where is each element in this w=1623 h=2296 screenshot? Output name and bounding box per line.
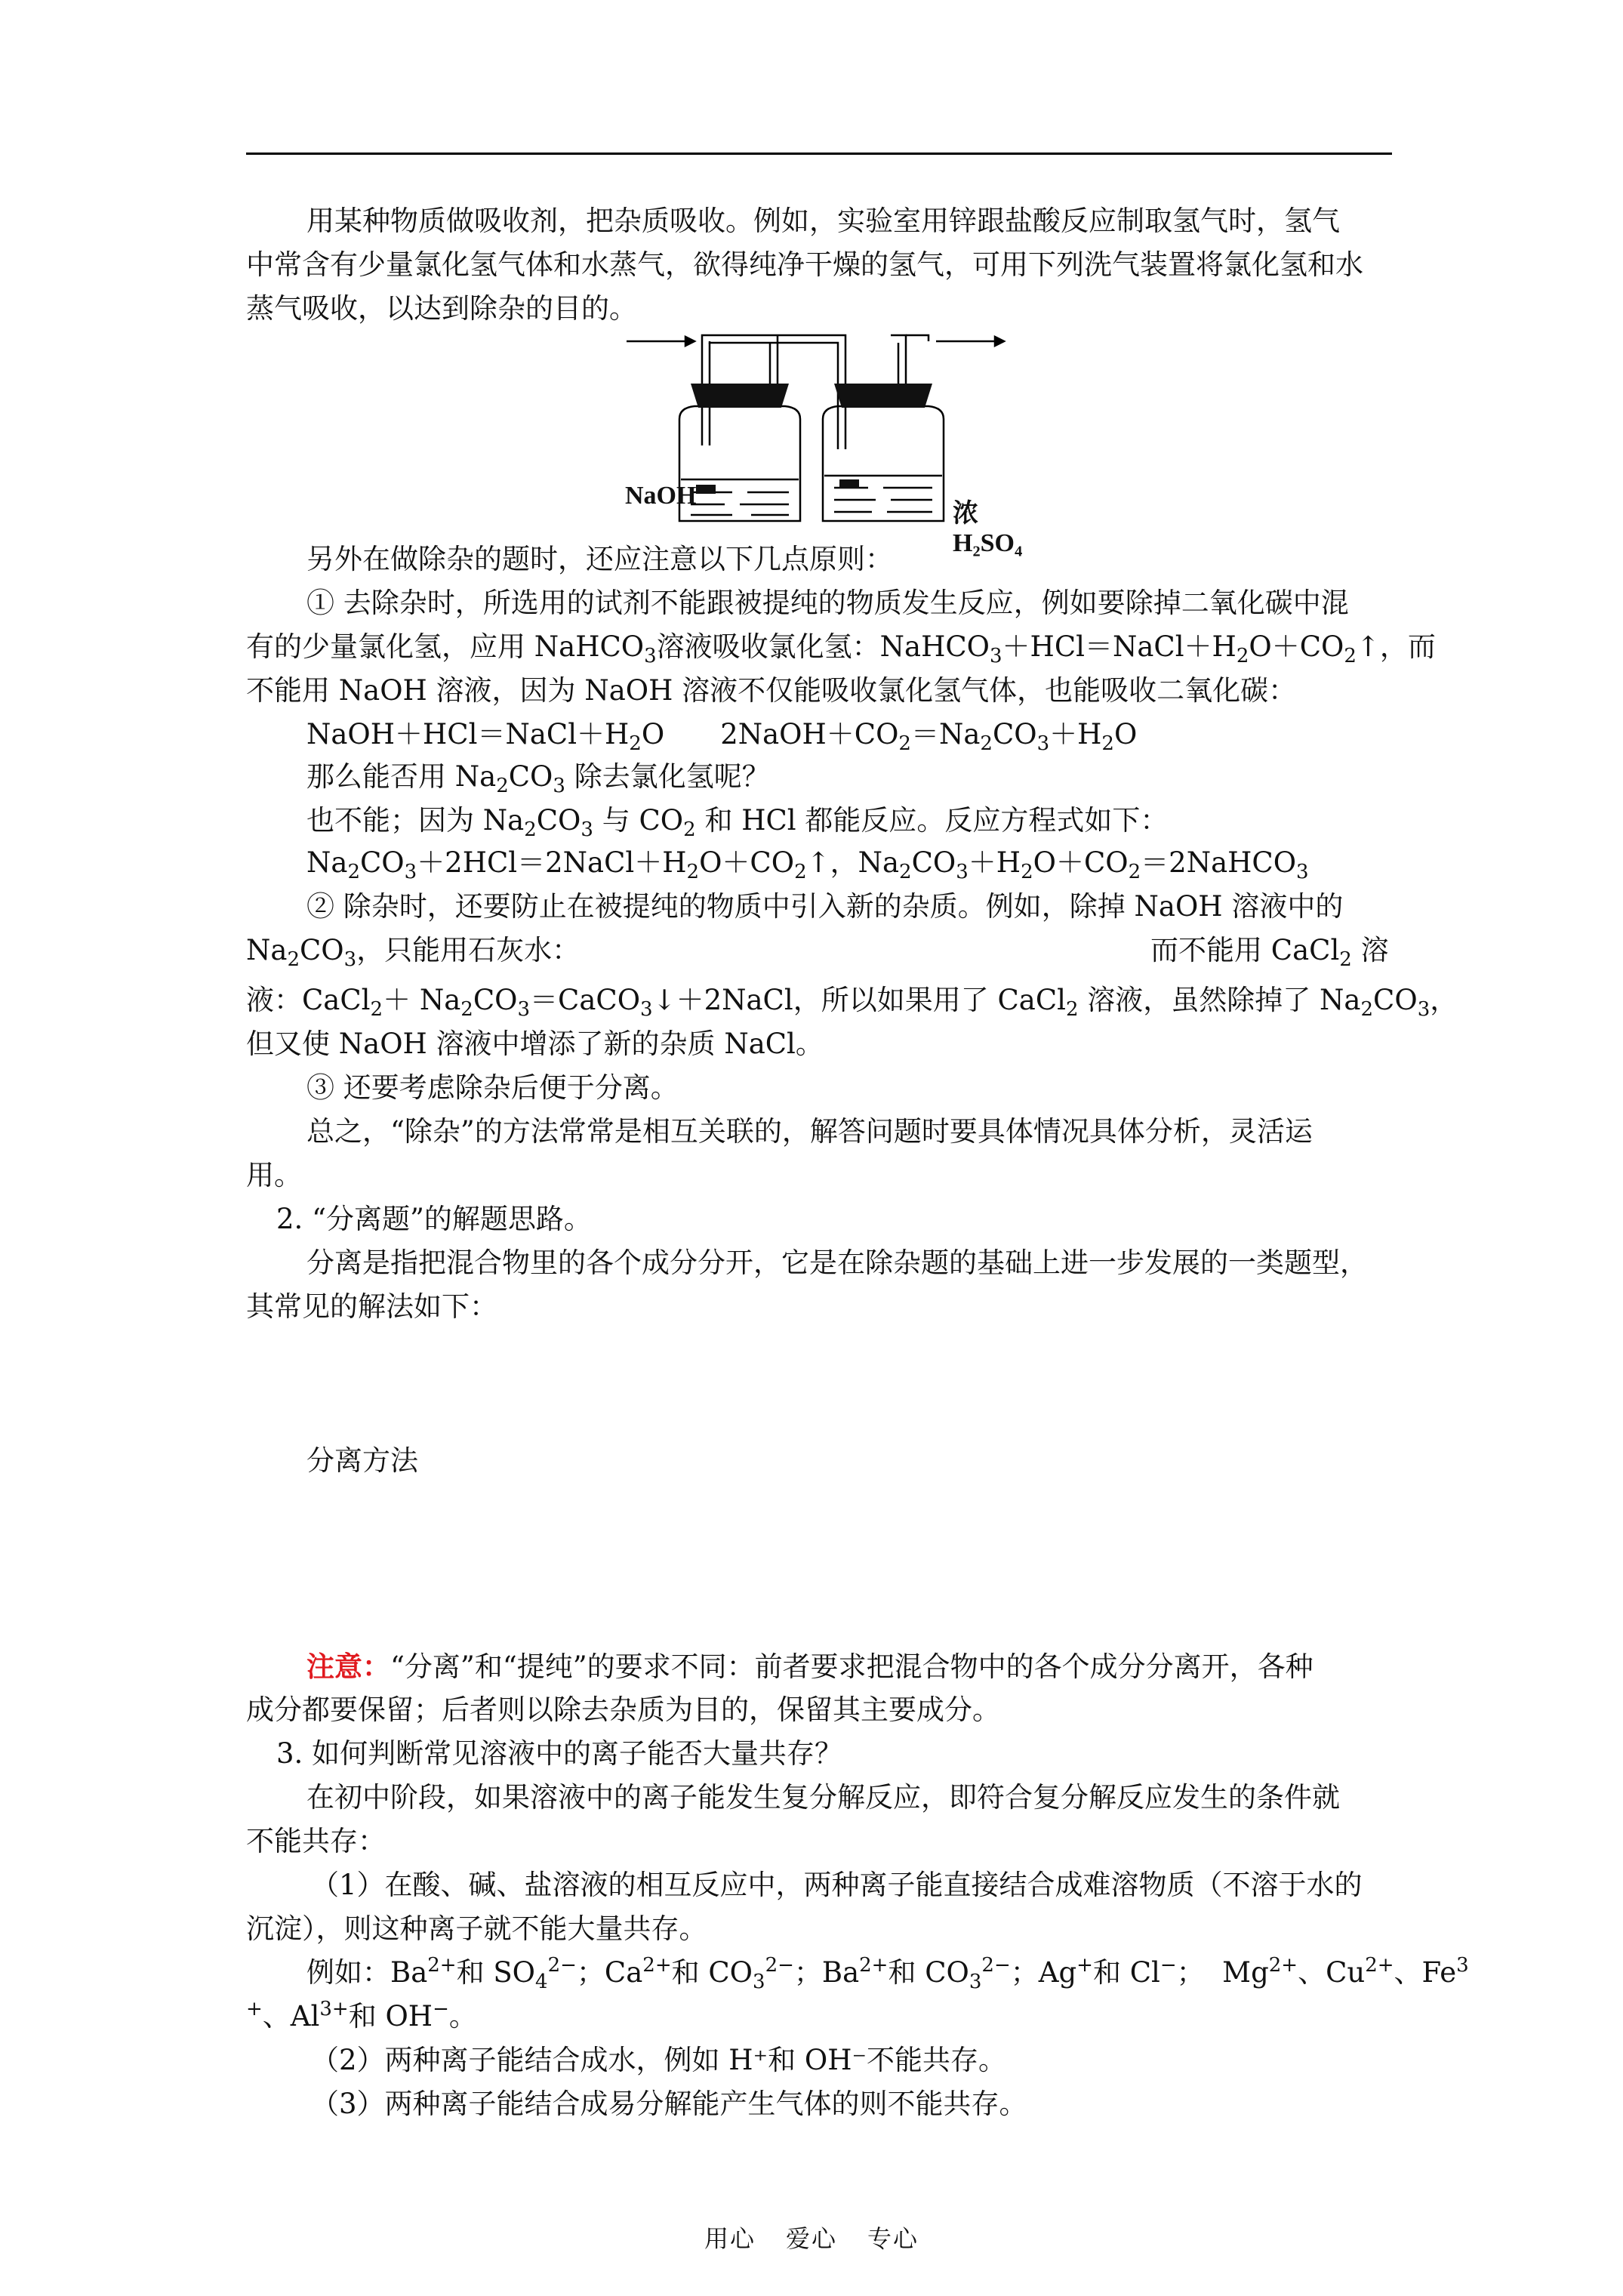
equation-line: $Na_2CO_3+2HCl=2NaCl+H_2O+CO_2↑$，$Na_2CO_3+H_2O+CO_2=2NaHCO_3$ (306, 846, 1309, 883)
text-run: 溶 (1360, 934, 1389, 966)
paragraph-line: 有的少量氯化氢，应用 NaHCO$_3$溶液吸收氯化氢：$NaHCO_3+HCl=NaCl+H_2O+CO_2↑$，而 (246, 630, 1436, 667)
page-footer (0, 2220, 1623, 2254)
footer-word: 爱心 (785, 2224, 837, 2253)
text-run: O (641, 718, 665, 750)
paragraph-line: 总之，“除杂”的方法常常是相互关联的，解答问题时要具体情况具体分析，灵活运 (306, 1115, 1313, 1148)
paragraph-line: 液：CaCl$_2$＋ $Na_2CO_3=CaCO_3↓+2NaCl$，所以如果用了 CaCl$_2$ 溶液，虽然除掉了 $Na_2CO_3$， (246, 984, 1458, 1021)
paragraph-line: 也不能；因为 $Na_2CO_3$ 与 $CO_2$ 和 HCl 都能反应。反应方程式如下： (306, 804, 1169, 841)
paragraph-line: 不能共存： (246, 1825, 386, 1857)
paragraph-line: 用。 (246, 1159, 302, 1191)
paragraph-line: 不能用 NaOH 溶液，因为 NaOH 溶液不仅能吸收氯化氢气体，也能吸收二氧化碳： (246, 674, 1297, 707)
method-label: 分离方法 (306, 1444, 418, 1477)
note-line (306, 1649, 1313, 1684)
text-run: 而不能用 CaCl (1150, 934, 1340, 966)
paragraph-line: （3）两种离子能结合成易分解能产生气体的则不能共存。 (311, 2088, 1027, 2120)
text-run: CO (299, 934, 344, 966)
paragraph-line: 在初中阶段，如果溶液中的离子能发生复分解反应，即符合复分解反应发生的条件就 (306, 1781, 1340, 1814)
section-heading: 2. “分离题”的解题思路。 (276, 1203, 592, 1235)
note-label: 注意： (306, 1650, 390, 1683)
text-run: CO (992, 718, 1037, 750)
ion-example-line: 例如：$Ba^{2+}$和 $SO_4^{2-}$；$Ca^{2+}$和 $CO_3^{2-}$；$Ba^{2+}$和 $CO_3^{2-}$；Ag+和 Cl−； $Mg^{2+}$、$Cu^{2+}$、Fe$^3$ (306, 1954, 1469, 1993)
gas-washing-apparatus (619, 325, 1042, 557)
paragraph-line: 中常含有少量氯化氢气体和水蒸气，欲得纯净干燥的氢气，可用下列洗气装置将氯化氢和水 (246, 248, 1363, 281)
paragraph-line: ③ 还要考虑除杂后便于分离。 (306, 1071, 679, 1104)
paragraph-line: （2）两种离子能结合成水，例如 H⁺和 OH⁻不能共存。 (311, 2044, 1006, 2076)
footer-word: 用心 (704, 2224, 756, 2253)
text-run: 有的少量氯化氢，应用 NaHCO (246, 630, 645, 663)
equation-line: $NaOH+HCl=NaCl+H_2O$ $2NaOH+CO_2=Na_2CO_3+H_2O$ (306, 718, 1138, 755)
text-run: 2NaOH＋CO (720, 718, 899, 750)
text-run: CO (508, 760, 553, 793)
paragraph-line: 用某种物质做吸收剂，把杂质吸收。例如，实验室用锌跟盐酸反应制取氢气时，氢气 (306, 205, 1340, 237)
text-run: 也不能；因为 Na (306, 804, 525, 837)
text-run: ＋H (1049, 718, 1102, 750)
paragraph-line: 分离是指把混合物里的各个成分分开，它是在除杂题的基础上进一步发展的一类题型， (306, 1247, 1368, 1279)
paragraph-line: 沉淀），则这种离子就不能大量共存。 (246, 1912, 707, 1945)
paragraph-line: （1）在酸、碱、盐溶液的相互反应中，两种离子能直接结合成难溶物质（不溶于水的 (311, 1869, 1363, 1901)
section-heading: 3. 如何判断常见溶液中的离子能否大量共存？ (276, 1737, 843, 1770)
paragraph-line: ② 除杂时，还要防止在被提纯的物质中引入新的杂质。例如，除掉 NaOH 溶液中的 (306, 890, 1344, 923)
naoh-label: NaOH (625, 482, 697, 510)
text-run: 那么能否用 Na (306, 760, 497, 793)
text-run: 溶液吸收氯化氢：NaHCO (656, 630, 990, 663)
text-run: ，只能用石灰水： (356, 934, 581, 966)
text-run: 除去氯化氢呢？ (574, 760, 770, 793)
paragraph-line: 成分都要保留；后者则以除去杂质为目的，保留其主要成分。 (246, 1693, 1000, 1726)
text-run: CO (536, 804, 581, 837)
paragraph-line: 但又使 NaOH 溶液中增添了新的杂质 NaCl。 (246, 1028, 824, 1060)
h2so4-label: 浓 H₂SO₄ (953, 500, 1023, 557)
paragraph-line: 其常见的解法如下： (246, 1290, 497, 1323)
text-run: ＝Na (910, 718, 981, 750)
paragraph-line: ① 去除杂时，所选用的试剂不能跟被提纯的物质发生反应，例如要除掉二氧化碳中混 (306, 587, 1349, 619)
text-run: O (1113, 718, 1138, 750)
text-run: 和 HCl 都能反应。反应方程式如下： (704, 804, 1169, 837)
text-run: “分离”和“提纯”的要求不同：前者要求把混合物中的各个成分分离开，各种 (390, 1650, 1313, 1683)
text-run: NaOH＋HCl＝NaCl＋H (306, 718, 630, 750)
text-run: ↑，而 (1356, 630, 1436, 663)
text-run: ＋HCl＝NaCl＋H (1002, 630, 1236, 663)
paragraph-line: 另外在做除杂的题时，还应注意以下几点原则： (306, 543, 893, 575)
paragraph-line: 那么能否用 $Na_2CO_3$ 除去氯化氢呢？ (306, 760, 770, 797)
footer-word: 专心 (867, 2224, 919, 2253)
paragraph-line: $Na_2CO_3$，只能用石灰水： (246, 934, 581, 971)
paragraph-line: 而不能用 CaCl$_2$ 溶 (1150, 934, 1389, 971)
text-run: O＋CO (1249, 630, 1344, 663)
header-rule (246, 153, 1392, 155)
text-run: 与 CO (602, 804, 684, 837)
paragraph-line: 蒸气吸收，以达到除杂的目的。 (246, 292, 637, 325)
text-run: Na (246, 934, 288, 966)
ion-example-line: +、$Al^{3+}$和 OH−。 (246, 1998, 477, 2032)
